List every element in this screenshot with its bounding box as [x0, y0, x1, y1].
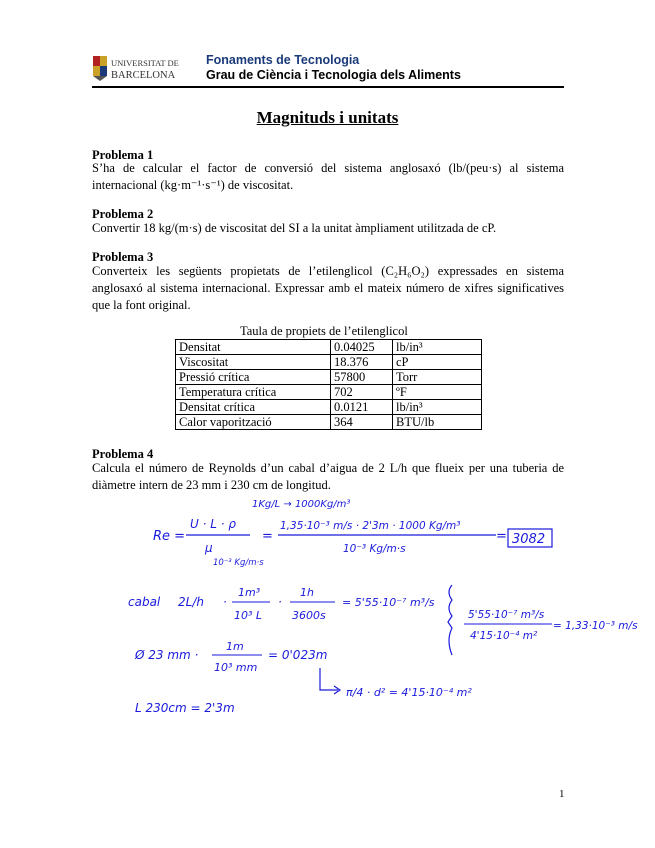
- problem-1-text: S’ha de calcular el factor de conversió del sistema anglosaxó (lb/(peu·s) al sistema internacional (kg·m⁻¹·s⁻¹) de viscositat.: [92, 161, 564, 192]
- cabal-result: = 5'55·10⁻⁷ m³/s: [342, 596, 435, 609]
- property-name-cell: Pressió crítica: [176, 370, 331, 385]
- dot-2: ·: [278, 595, 282, 609]
- velocity-num: 5'55·10⁻⁷ m³/s: [468, 609, 545, 621]
- dot-1: ·: [223, 595, 227, 609]
- table-caption: Taula de propiets de l’etilenglicol: [240, 324, 408, 338]
- property-unit-cell: ºF: [393, 385, 482, 400]
- property-value-cell: 0.04025: [331, 340, 393, 355]
- cabal-factor1-den: 10³ L: [234, 609, 263, 622]
- length-expression: L 230cm = 2'3m: [135, 701, 235, 715]
- property-value-cell: 18.376: [331, 355, 393, 370]
- density-note: 1Kg/L → 1000Kg/m³: [252, 499, 351, 510]
- problem-4-text: Calcula el número de Reynolds d’un cabal d’aigua de 2 L/h que flueix per una tuberia de diàmetre intern de 23 mm i 230 cm de longitud.: [92, 461, 564, 492]
- re-sub-numerator: 1,35·10⁻³ m/s · 2'3m · 1000 Kg/m³: [280, 520, 461, 532]
- diameter-num: 1m: [226, 640, 244, 653]
- area-expression: π/4 · d² = 4'15·10⁻⁴ m²: [346, 686, 472, 699]
- page-title: Magnituds i unitats: [256, 108, 399, 127]
- page-number: 1: [559, 788, 565, 800]
- problem-2-heading: Problema 2: [92, 207, 154, 221]
- diameter-result: = 0'023m: [268, 648, 328, 662]
- brace: [448, 585, 452, 655]
- property-name-cell: Temperatura crítica: [176, 385, 331, 400]
- cabal-factor2-num: 1h: [300, 586, 314, 599]
- property-name-cell: Viscositat: [176, 355, 331, 370]
- re-denominator: μ: [205, 541, 213, 555]
- property-value-cell: 57800: [331, 370, 393, 385]
- diameter-den: 10³ mm: [214, 661, 258, 674]
- problem-4-heading: Problema 4: [92, 447, 154, 461]
- property-value-cell: 702: [331, 385, 393, 400]
- re-numerator: U · L · ρ: [190, 517, 236, 531]
- diameter-label: Ø 23 mm ·: [135, 648, 199, 662]
- velocity-result: = 1,33·10⁻³ m/s: [553, 620, 638, 632]
- velocity-den: 4'15·10⁻⁴ m²: [470, 630, 538, 642]
- problem-3-text: Converteix les següents propietats de l’etilenglicol (C₂H₆O₂) expressades en sistema anglosaxó al sistema internacional. Expressar amb el mateix número de xifres significatives que la font original.: [92, 264, 564, 312]
- problem-1-heading: Problema 1: [92, 148, 154, 162]
- property-unit-cell: lb/in³: [393, 400, 482, 415]
- property-unit-cell: cP: [393, 355, 482, 370]
- re-label: Re =: [153, 529, 186, 544]
- course-title: Fonaments de Tecnologia: [206, 53, 360, 67]
- equals-sign-1: =: [262, 529, 273, 544]
- property-value-cell: 0.0121: [331, 400, 393, 415]
- viscosity-note: 10⁻³ Kg/m·s: [213, 558, 264, 568]
- cabal-label: cabal: [128, 595, 161, 609]
- cabal-factor2-den: 3600s: [292, 609, 326, 622]
- logo-text-2: BARCELONA: [111, 70, 176, 81]
- problem-3-heading: Problema 3: [92, 250, 154, 264]
- property-name-cell: Densitat: [176, 340, 331, 355]
- reynolds-result: 3082: [512, 532, 546, 547]
- property-unit-cell: BTU/lb: [393, 415, 482, 430]
- equals-sign-2: =: [496, 529, 507, 544]
- property-name-cell: Densitat crítica: [176, 400, 331, 415]
- problem-2-text: Convertir 18 kg/(m·s) de viscositat del SI a la unitat àmpliament utilitzada de cP.: [92, 221, 497, 235]
- logo-text-1: UNIVERSITAT DE: [111, 58, 179, 68]
- property-value-cell: 364: [331, 415, 393, 430]
- re-sub-denominator: 10⁻³ Kg/m·s: [343, 543, 406, 555]
- property-unit-cell: Torr: [393, 370, 482, 385]
- property-unit-cell: lb/in³: [393, 340, 482, 355]
- cabal-value: 2L/h: [178, 595, 204, 609]
- cabal-factor1-num: 1m³: [238, 586, 261, 599]
- property-name-cell: Calor vaporització: [176, 415, 331, 430]
- degree-title: Grau de Ciència i Tecnologia dels Aliments: [206, 68, 461, 82]
